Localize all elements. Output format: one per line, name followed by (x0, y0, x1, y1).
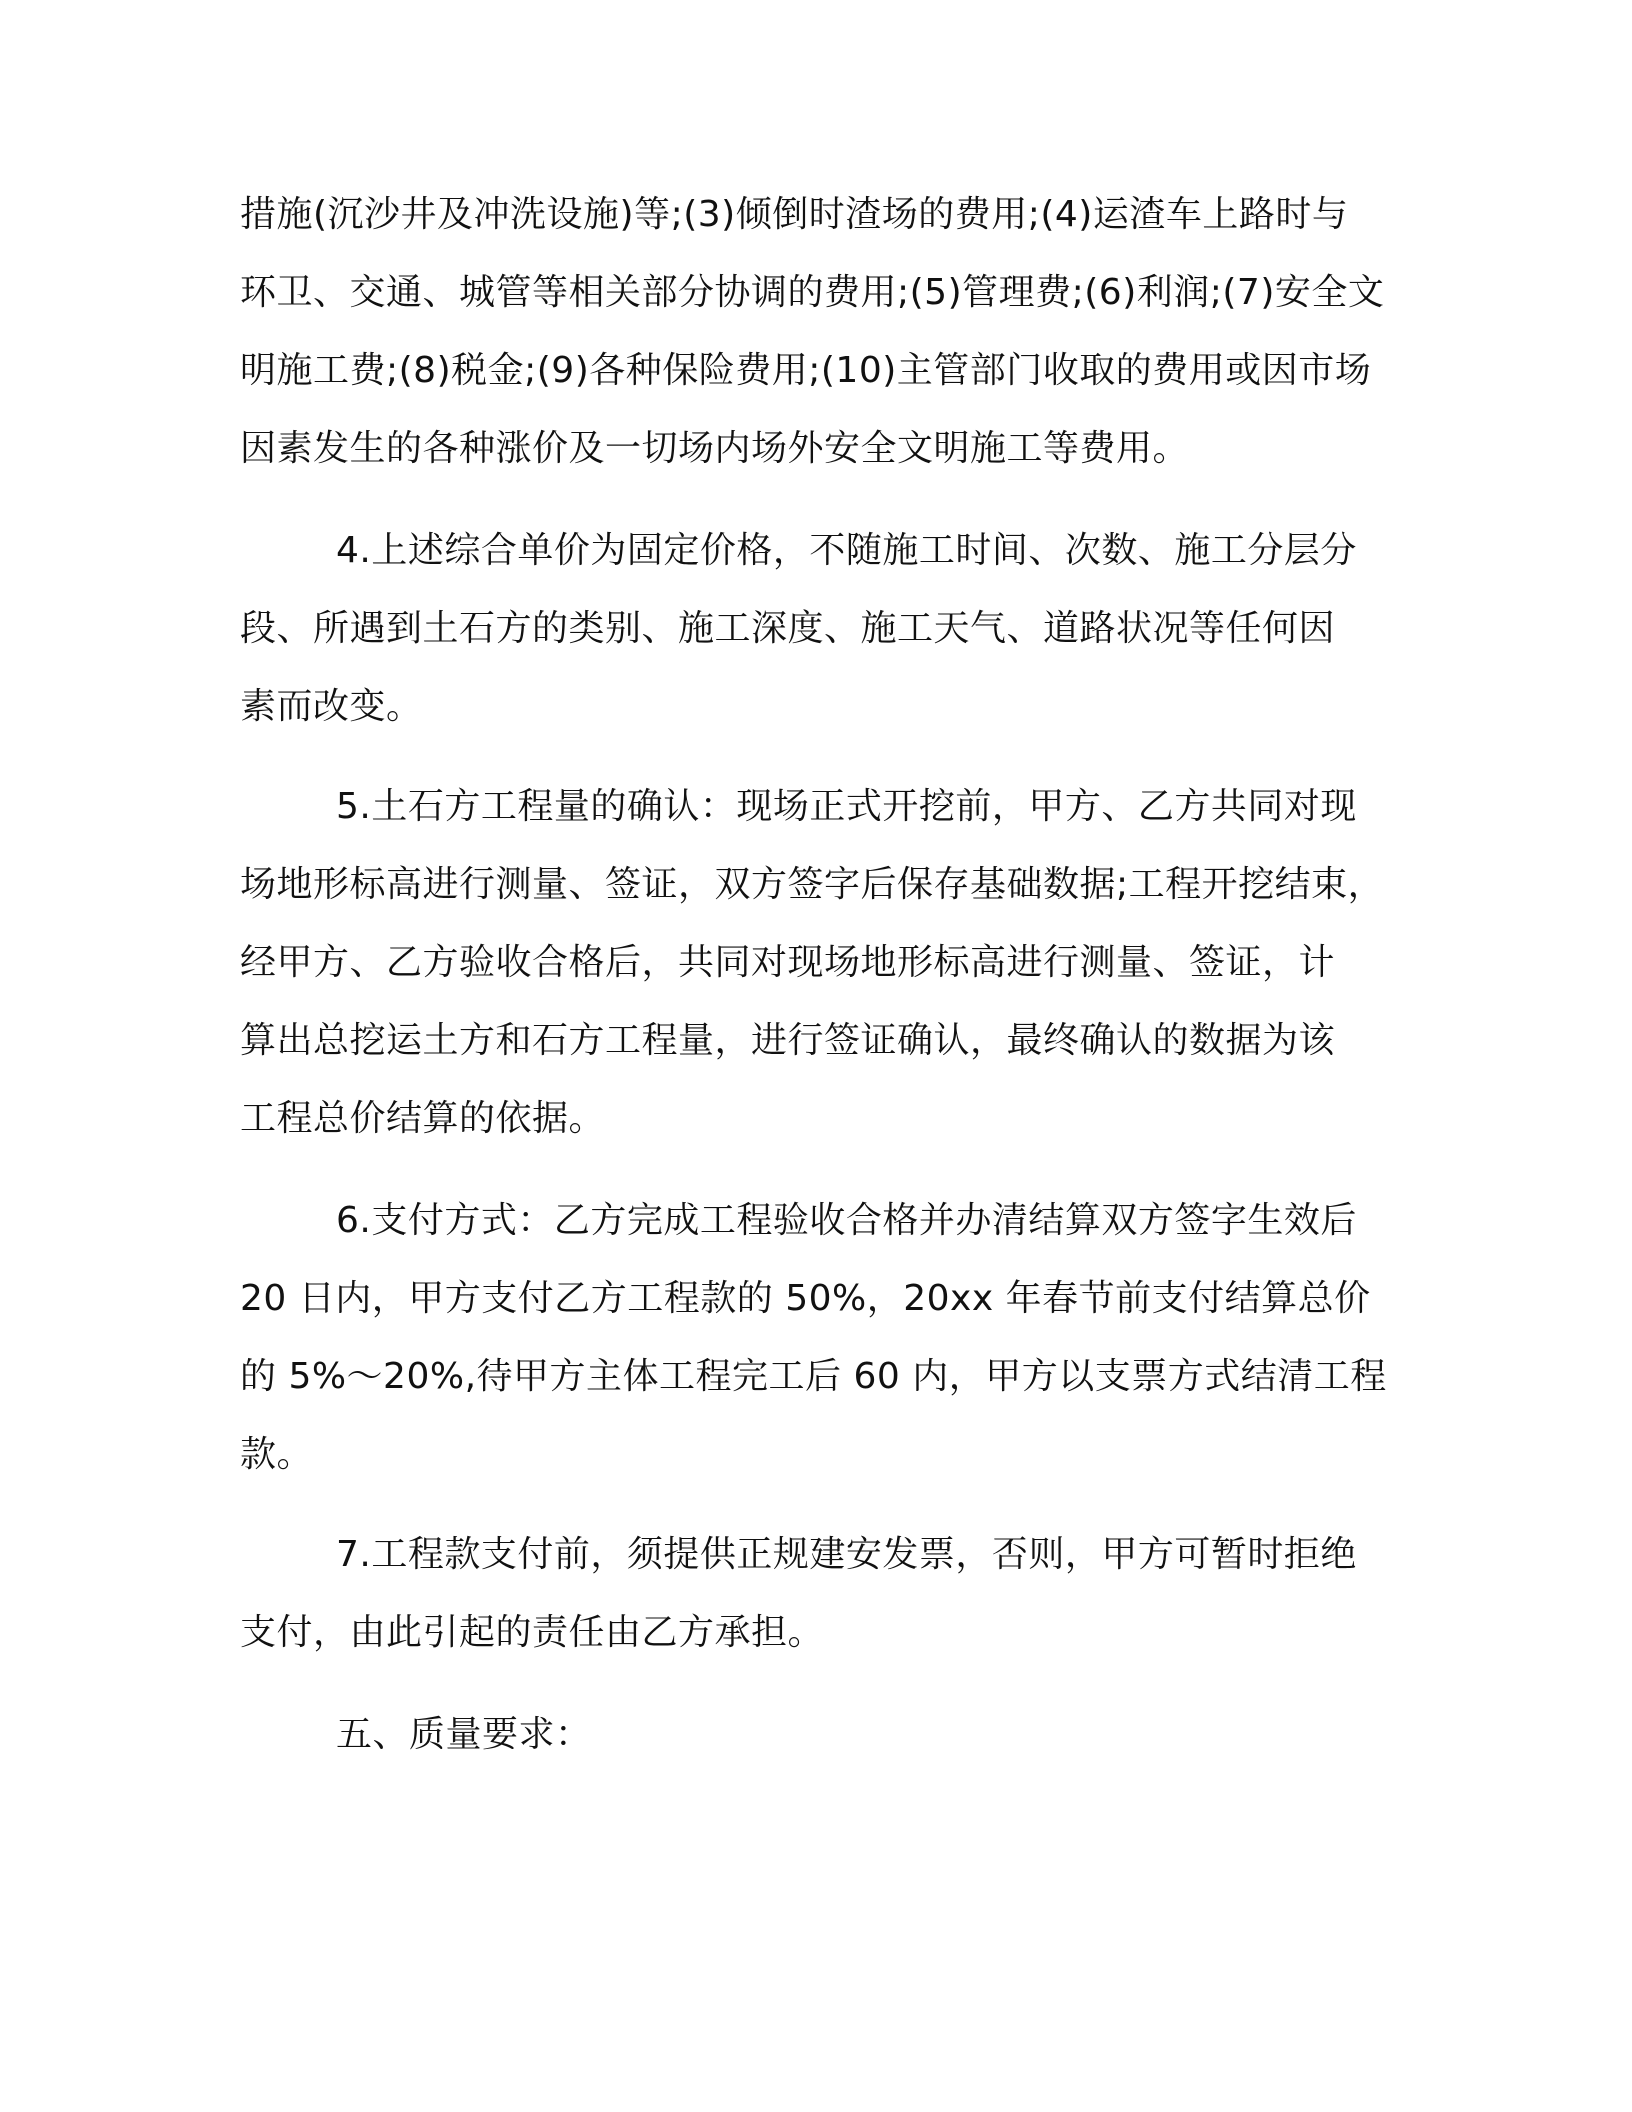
text-line: 段、所遇到土石方的类别、施工深度、施工天气、道路状况等任何因 (240, 608, 1336, 649)
text-line: 的 5%～20%,待甲方主体工程完工后 60 内，甲方以支票方式结清工程 (240, 1356, 1387, 1397)
text-line: 算出总挖运土方和石方工程量，进行签证确认，最终确认的数据为该 (240, 1020, 1336, 1061)
text-line: 明施工费;(8)税金;(9)各种保险费用;(10)主管部门收取的费用或因市场 (240, 350, 1372, 391)
paragraph-item-7 (240, 1516, 1400, 1672)
text-line: 7.工程款支付前，须提供正规建安发票，否则，甲方可暂时拒绝 (336, 1534, 1357, 1575)
text-line: 因素发生的各种涨价及一切场内场外安全文明施工等费用。 (240, 428, 1190, 469)
paragraph-item-5 (240, 768, 1400, 1158)
text-line: 经甲方、乙方验收合格后，共同对现场地形标高进行测量、签证，计 (240, 942, 1336, 983)
text-line: 20 日内，甲方支付乙方工程款的 50%，20xx 年春节前支付结算总价 (240, 1278, 1371, 1319)
text-line: 工程总价结算的依据。 (240, 1098, 606, 1139)
text-line: 措施(沉沙井及冲洗设施)等;(3)倾倒时渣场的费用;(4)运渣车上路时与 (240, 194, 1349, 235)
text-line: 款。 (240, 1434, 314, 1475)
text-line: 环卫、交通、城管等相关部分协调的费用;(5)管理费;(6)利润;(7)安全文 (240, 272, 1385, 313)
text-line: 5.土石方工程量的确认：现场正式开挖前，甲方、乙方共同对现 (336, 786, 1357, 827)
text-line: 场地形标高进行测量、签证，双方签字后保存基础数据;工程开挖结束， (240, 864, 1385, 905)
paragraph-item-4 (240, 512, 1400, 746)
text-line: 支付，由此引起的责任由乙方承担。 (240, 1612, 825, 1653)
paragraph-continuation (240, 176, 1400, 488)
paragraph-item-6 (240, 1182, 1400, 1494)
text-line: 6.支付方式：乙方完成工程验收合格并办清结算双方签字生效后 (336, 1200, 1357, 1241)
text-line: 4.上述综合单价为固定价格，不随施工时间、次数、施工分层分 (336, 530, 1357, 571)
section-heading: 五、质量要求： (336, 1714, 592, 1755)
text-line: 素而改变。 (240, 686, 423, 727)
